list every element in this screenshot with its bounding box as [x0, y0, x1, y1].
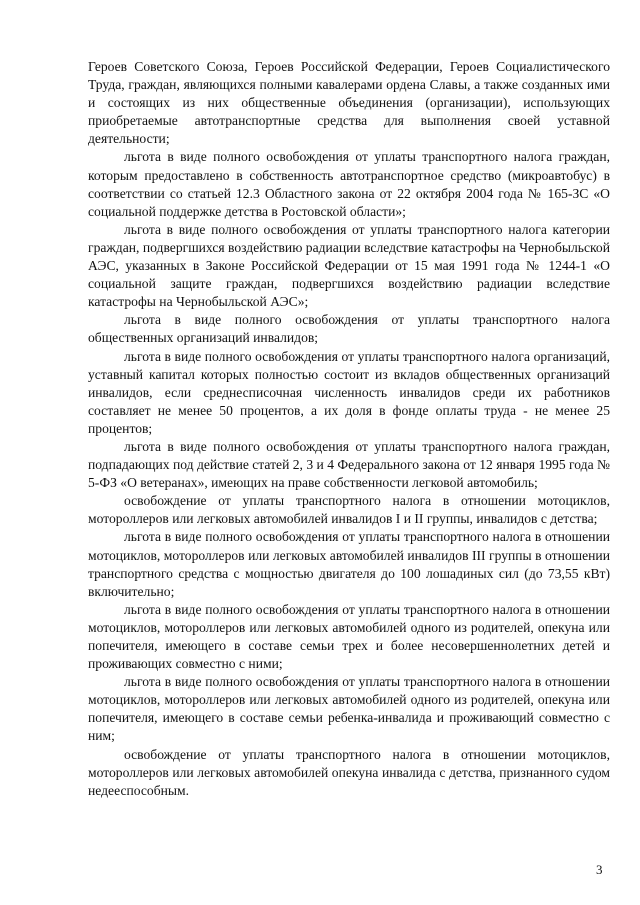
paragraph-disabled-capital-organizations: льгота в виде полного освобождения от уплаты транспортного налога организаций, уставный капитал которых полностью состоит из вкладов общественных организаций инвалидов, если среднесписочная численность инвалидов среди их работников составляет не менее 50 процентов, а их доля в фонде оплаты труда - не менее 25 процентов; [88, 348, 610, 436]
paragraph-guardian-incapacitated: освобождение от уплаты транспортного налога в отношении мотоциклов, мотороллеров или легковых автомобилей опекуна инвалида с детства, признанного судом недееспособным. [88, 746, 610, 798]
paragraph-microbus: льгота в виде полного освобождения от уплаты транспортного налога граждан, которым предоставлено в собственность автотранспортное средство (микроавтобус) в соответствии со статьей 12.3 Областного закона от 22 октября 2004 года № 165-ЗС «О социальной поддержке детства в Ростовской области»; [88, 149, 610, 219]
document-body [88, 58, 610, 800]
paragraph-disabled-organizations: льгота в виде полного освобождения от уплаты транспортного налога общественных организаций инвалидов; [88, 312, 610, 346]
paragraph-large-families: льгота в виде полного освобождения от уплаты транспортного налога в отношении мотоциклов, мотороллеров или легковых автомобилей одного из родителей, опекуна или попечителя, имеющего в составе семьи трех и более несовершеннолетних детей и проживающих совместно с ними; [88, 601, 610, 672]
paragraph-chernobyl: льгота в виде полного освобождения от уплаты транспортного налога категории граждан, подвергшихся воздействию радиации вследствие катастрофы на Чернобыльской АЭС, указанных в Законе Российской Федерации от 15 мая 1991 года № 1244-1 «О социальной защите граждан, подвергшихся воздействию радиации вследствие катастрофы на Чернобыльской АЭС»; [88, 221, 610, 310]
paragraph-disabled-group-3: льгота в виде полного освобождения от уплаты транспортного налога в отношении мотоциклов, мотороллеров или легковых автомобилей инвалидов III группы в отношении транспортного средства с мощностью двигателя до 100 лошадиных сил (до 73,55 кВт) включительно; [88, 529, 610, 599]
paragraph-disabled-groups-1-2: освобождение от уплаты транспортного налога в отношении мотоциклов, мотороллеров или легковых автомобилей инвалидов I и II группы, инвалидов с детства; [88, 493, 610, 527]
paragraph-disabled-child: льгота в виде полного освобождения от уплаты транспортного налога в отношении мотоциклов, мотороллеров или легковых автомобилей одного из родителей, опекуна или попечителя, имеющего в составе семьи ребенка-инвалида и проживающий совместно с ним; [88, 674, 610, 744]
paragraph-heroes: Героев Советского Союза, Героев Российской Федерации, Героев Социалистического Труда, граждан, являющихся полными кавалерами ордена Славы, а также созданных ими и состоящих из них общественные объединения (организации), использующих приобретаемые автотранспортные средства для выполнения своей уставной деятельности; [88, 59, 610, 147]
paragraph-veterans: льгота в виде полного освобождения от уплаты транспортного налога граждан, подпадающих под действие статей 2, 3 и 4 Федерального закона от 12 января 1995 года № 5-ФЗ «О ветеранах», имеющих на праве собственности легковой автомобиль; [88, 438, 610, 491]
page-number: 3 [596, 862, 603, 877]
